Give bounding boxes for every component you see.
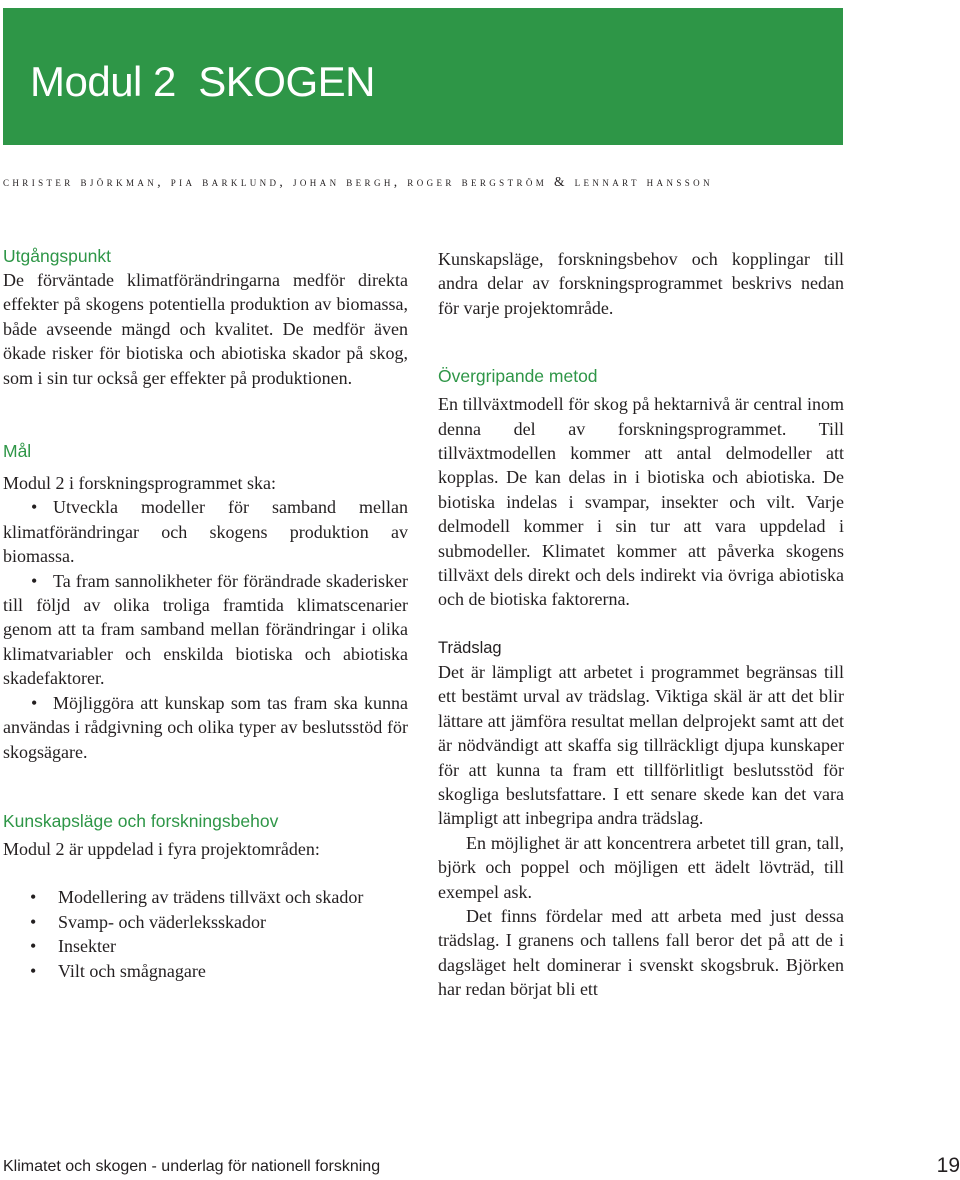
list-item [3,885,408,909]
module-title: Modul 2 SKOGEN [30,58,375,105]
mal-bullet [3,569,408,691]
metod-paragraph: En tillväxtmodell för skog på hektarnivå är central inom denna del av forskningsprogrammet. Till tillväxtmodellen kommer att antal delmodeller att kopplas. De kan delas in i biotiska och abiotiska. De biotiska indelas i svampar, insekter och vilt. Varje delmodell kommer i sin tur att vara uppdelad i submodeller. Klimatet kommer att påverka skogens tillväxt dels direkt och dels indirekt via övriga abiotiska och de biotiska faktorerna. [438,394,844,610]
heading-kunskapslage: Kunskapsläge och forskningsbehov [3,810,279,831]
project-label: Modellering av trädens tillväxt och skador [58,887,364,908]
tradslag-paragraph: En möjlighet är att koncentrera arbetet till gran, tall, björk och poppel och möjligen ett ädelt lövträd, till exempel ask. [438,832,844,902]
heading-tradslag: Trädslag [438,638,502,657]
project-label: Svamp- och väderleksskador [58,911,266,932]
mal-bullet [3,691,408,764]
heading-overgripande-metod: Övergripande metod [438,366,598,387]
page-number: 19 [936,1154,960,1177]
project-label: Vilt och smågnagare [58,960,206,981]
tradslag-paragraph: Det är lämpligt att arbetet i programmet begränsas till ett bestämt urval av trädslag. Viktiga skäl är att det blir lättare att jämföra resultat mellan delprojekt samt att det är nödvändigt att skaffa sig tillräckligt djupa kunskaper för att kunna ta fram ett tillförlitligt beslutsstöd för skogliga beslutsfattare. I ett senare skede kan det vara lämpligt att inbegripa andra trädslag. [438,661,844,829]
list-item [3,959,408,983]
tradslag-paragraph: Det finns fördelar med att arbeta med just dessa trädslag. I granens och tallens fall beror det på att de i dagsläget helt dominerar i svenskt skogsbruk. Björken har redan börjat bli ett [438,905,844,1000]
bullet-dot-icon: • [30,911,37,932]
heading-mal: Mål [3,441,32,462]
right-column [438,247,844,1002]
list-item [3,934,408,958]
mal-bullet-text: Möjliggöra att kunskap som tas fram ska kunna användas i rådgivning och olika typer av beslutsstöd för skogsägare. [3,692,408,762]
mal-bullet-text: Utveckla modeller för samband mellan klimatförändringar och skogens produktion av biomassa. [3,497,408,567]
list-item [3,910,408,934]
bullet-dot-icon: • [30,887,37,908]
mal-bullet [3,495,408,568]
module-banner [3,8,843,145]
bullet-dot-icon: • [30,936,37,957]
kunskap-intro: Modul 2 är uppdelad i fyra projektområden: [3,838,320,859]
bullet-dot-icon: • [31,692,38,713]
project-list [3,885,408,983]
bullet-dot-icon: • [31,570,38,591]
right-intro-paragraph: Kunskapsläge, forskningsbehov och kopplingar till andra delar av forskningsprogrammet beskrivs nedan för varje projektområde. [438,249,844,318]
utgangspunkt-paragraph: De förväntade klimatförändringarna medför direkta effekter på skogens potentiella produktion av biomassa, både avseende mängd och kvalitet. De medför även ökade risker för biotiska och abiotiska skador på skog, som i sin tur också ger effekter på produktionen. [3,270,408,388]
footer-title: Klimatet och skogen - underlag för nationell forskning [3,1158,381,1175]
mal-bullet-text: Ta fram sannolikheter för förändrade skaderisker till följd av olika troliga framtida klimatscenarier genom att ta fram samband mellan förändringar i olika klimatvariabler och enskilda biotiska och abiotiska skadefaktorer. [3,570,408,689]
heading-utgangspunkt: Utgångspunkt [3,246,111,266]
project-label: Insekter [58,936,116,957]
mal-intro: Modul 2 i forskningsprogrammet ska: [3,473,276,494]
bullet-dot-icon: • [30,960,37,981]
bullet-dot-icon: • [31,497,38,518]
authors-line: christer björkman, pia barklund, johan bergh, roger bergström & lennart hansson [3,174,713,189]
left-column [3,244,408,983]
